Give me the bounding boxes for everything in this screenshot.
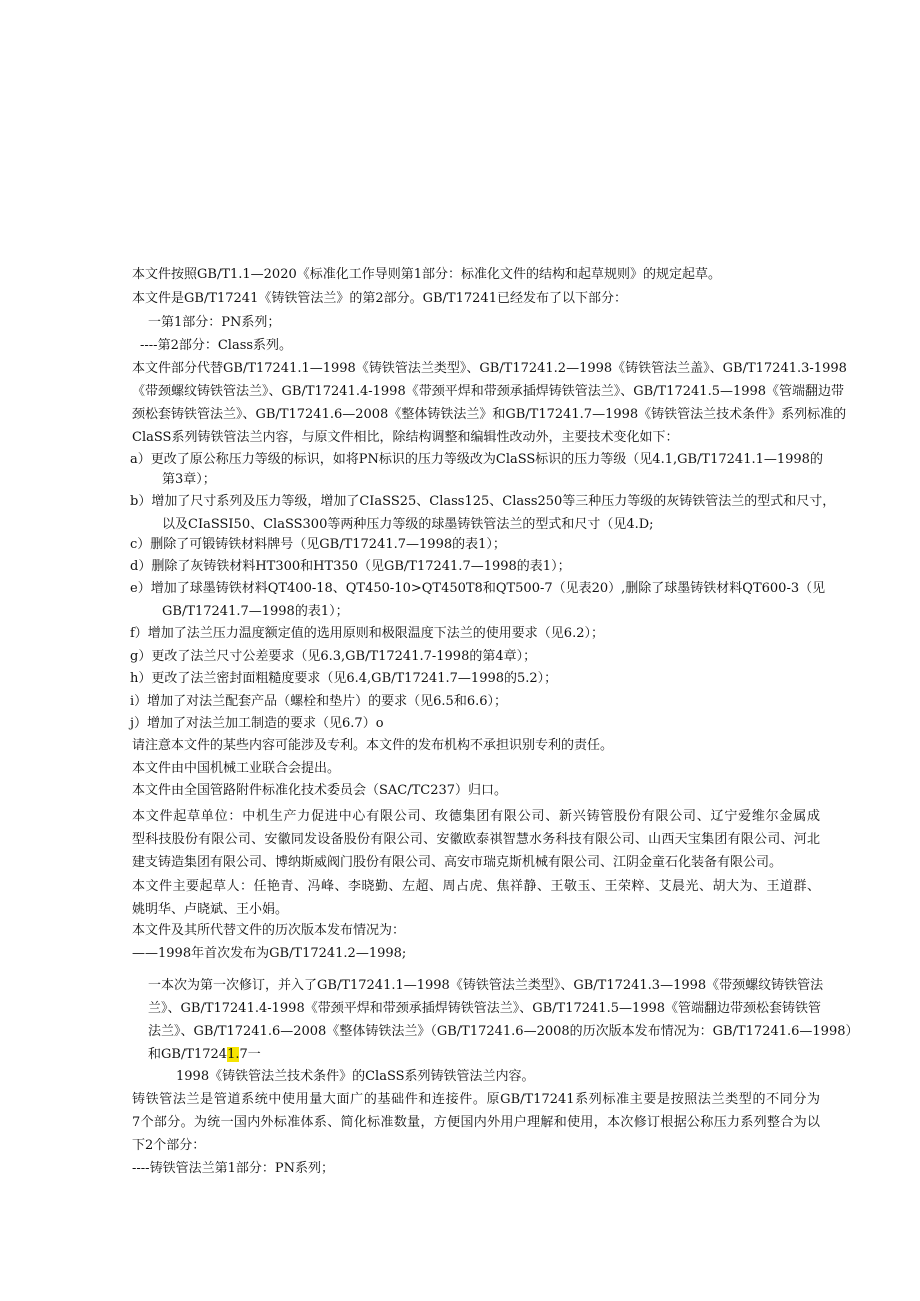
replacement-paragraph-line: ClaSS系列铸铁管法兰内容，与原文件相比，除结构调整和编辑性改动外，主要技术变化如下： xyxy=(132,430,679,445)
history-item-revision: 兰》、GB/T17241.4-1998《带颈平焊和带颈承插焊铸铁管法兰》、GB/T17241.5—1998《管端翻边带颈松套铸铁管 xyxy=(148,1001,822,1016)
change-item-a-cont: 第3章）； xyxy=(162,472,216,487)
replacement-paragraph-line: 颈松套铸铁管法兰》、GB/T17241.6—2008《整体铸铁法兰》和GB/T17241.7—1998《铸铁管法兰技术条件》系列标准的 xyxy=(132,407,847,422)
drafters-line: 本文件主要起草人：任艳青、冯峰、李晓勤、左超、周占虎、焦祥静、王敬玉、王荣粹、艾晨光、胡大为、王道群、 xyxy=(132,879,820,894)
change-item-b-cont: 以及CIaSSI50、ClaSS300等两种压力等级的球墨铸铁管法兰的型式和尺寸（见4.D; xyxy=(162,517,654,532)
highlighted-text: 1. xyxy=(227,1047,240,1062)
change-item-i: i）增加了对法兰配套产品（螺栓和垫片）的要求（见6.5和6.6）； xyxy=(130,694,508,709)
intro-drafting-rules: 本文件按照GB/T1.1—2020《标准化工作导则第1部分：标准化文件的结构和起草规则》的规定起草。 xyxy=(132,267,722,282)
history-item-revision: 法兰》、GB/T17241.6—2008《整体铸铁法兰》（GB/T17241.6—2008的历次版本发布情况为：GB/T17241.6—1998） xyxy=(148,1024,859,1039)
drafting-units-line: 本文件起草单位：中机生产力促进中心有限公司、玫德集团有限公司、新兴铸管股份有限公司、辽宁爱维尔金属成 xyxy=(132,809,820,824)
committee-statement: 本文件由全国管路附件标准化技术委员会（SAC/TC237）归口。 xyxy=(132,783,508,798)
history-item-revision: 一本次为第一次修订，并入了GB/T17241.1—1998《铸铁管法兰类型》、GB/T17241.3—1998《带颈螺纹铸铁管法 xyxy=(148,978,824,993)
change-item-e: e）增加了球墨铸铁材料QT400-18、QT450-10>QT450T8和QT500-7（见表20）,删除了球墨铸铁材料QT600-3（见 xyxy=(130,581,826,596)
change-item-e-cont: GB/T17241.7—1998的表1）； xyxy=(162,604,349,619)
change-item-b: b）增加了尺寸系列及压力等级，增加了CIaSS25、Class125、Class250等三种压力等级的灰铸铁管法兰的型式和尺寸， xyxy=(130,494,836,509)
replacement-paragraph-line: 本文件部分代替GB/T17241.1—1998《铸铁管法兰类型》、GB/T17241.2—1998《铸铁管法兰盖》、GB/T17241.3-1998 xyxy=(132,361,847,376)
change-item-f: f）增加了法兰压力温度额定值的选用原则和极限温度下法兰的使用要求（见6.2）； xyxy=(130,626,604,641)
history-item-revision: 和GB/T17241.7一 xyxy=(148,1047,261,1062)
history-intro: 本文件及其所代替文件的历次版本发布情况为： xyxy=(132,923,406,938)
part-2-item: ----第2部分：Class系列。 xyxy=(140,338,293,353)
intro-series-parts: 本文件是GB/T17241《铸铁管法兰》的第2部分。GB/T17241已经发布了以下部分： xyxy=(132,291,627,306)
drafting-units-line: 建支铸造集团有限公司、博纳斯威阀门股份有限公司、高安市瑞克斯机械有限公司、江阴金童石化装备有限公司。 xyxy=(132,855,783,870)
change-item-j: j）增加了对法兰加工制造的要求（见6.7）o xyxy=(130,716,384,731)
patent-notice: 请注意本文件的某些内容可能涉及专利。本文件的发布机构不承担识别专利的责任。 xyxy=(132,738,614,753)
replacement-paragraph-line: 《带颈螺纹铸铁管法兰》、GB/T17241.4-1998《带颈平焊和带颈承插焊铸铁管法兰》、GB/T17241.5—1998《管端翻边带 xyxy=(132,384,845,399)
change-item-c: c）删除了可锻铸铁材料牌号（见GB/T17241.7—1998的表1）； xyxy=(130,537,506,552)
proposer-statement: 本文件由中国机械工业联合会提出。 xyxy=(132,761,341,776)
change-item-d: d）删除了灰铸铁材料HT300和HT350（见GB/T17241.7—1998的表1）； xyxy=(130,559,571,574)
purpose-paragraph-line: 7个部分。为统一国内外标准体系、简化标准数量，方便国内外用户理解和使用，本次修订根据公称压力系列整合为以 xyxy=(132,1115,820,1130)
change-item-h: h）更改了法兰密封面粗糙度要求（见6.4,GB/T17241.7—1998的5.2）； xyxy=(130,671,558,686)
change-item-a: a）更改了原公称压力等级的标识，如将PN标识的压力等级改为ClaSS标识的压力等级（见4.1,GB/T17241.1—1998的 xyxy=(130,452,823,467)
purpose-paragraph-line: 下2个部分： xyxy=(132,1138,206,1153)
history-item-revision: 1998《铸铁管法兰技术条件》的ClaSS系列铸铁管法兰内容。 xyxy=(176,1069,535,1084)
drafting-units-line: 型科技股份有限公司、安徽同发设备股份有限公司、安徽欧泰祺智慧水务科技有限公司、山西天宝集团有限公司、河北 xyxy=(132,832,820,847)
purpose-paragraph-line: 铸铁管法兰是管道系统中使用量大面广的基础件和连接件。原GB/T17241系列标准主要是按照法兰类型的不同分为 xyxy=(132,1092,820,1107)
drafters-line: 姚明华、卢晓斌、王小娟。 xyxy=(132,902,289,917)
part-1-item: 一第1部分：PN系列； xyxy=(148,315,281,330)
history-item-1998: ——1998年首次发布为GB/T17241.2—1998; xyxy=(132,946,407,961)
final-part-item: ----铸铁管法兰第1部分：PN系列； xyxy=(132,1161,334,1176)
change-item-g: g）更改了法兰尺寸公差要求（见6.3,GB/T17241.7-1998的第4章）； xyxy=(130,649,537,664)
